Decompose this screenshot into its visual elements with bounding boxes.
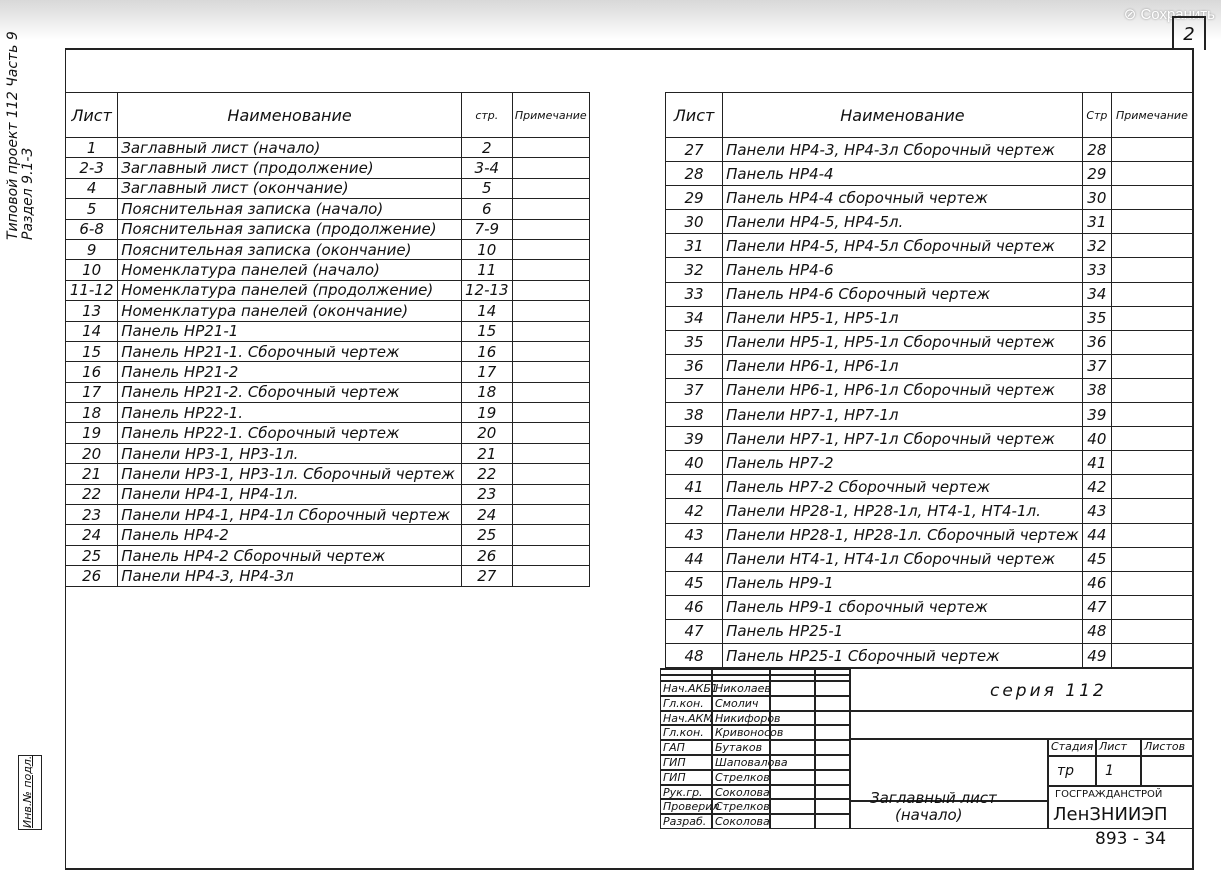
- cell-name: Панели НР7-1, НР7-1л Сборочный чертеж: [723, 427, 1083, 451]
- cell-name: Панели НР3-1, НР3-1л.: [118, 443, 462, 463]
- document-number: 893 - 34: [1095, 829, 1167, 849]
- cell-sheet: 20: [66, 443, 118, 463]
- cell-note: [512, 239, 589, 259]
- title-line-1: Заглавный лист: [870, 789, 997, 807]
- cell-note: [512, 199, 589, 219]
- table-row: [66, 505, 590, 525]
- cell-page: 23: [461, 484, 512, 504]
- cell-page: 32: [1082, 234, 1111, 258]
- cell-sheet: 23: [66, 505, 118, 525]
- cell-sheet: 22: [66, 484, 118, 504]
- cell-note: [1111, 595, 1192, 619]
- cell-page: 20: [461, 423, 512, 443]
- cell-name: Пояснительная записка (окончание): [118, 239, 462, 259]
- cell-sheet: 18: [66, 403, 118, 423]
- table-row: [666, 258, 1193, 282]
- table-row: [666, 499, 1193, 523]
- cell-page: 27: [461, 566, 512, 586]
- cell-name: Панели НР4-5, НР4-5л Сборочный чертеж: [723, 234, 1083, 258]
- table-row: [66, 464, 590, 484]
- signer-role: Нач.АКБ1: [660, 681, 712, 696]
- table-row: [666, 210, 1193, 234]
- inventory-label: Инв.№ подл.: [21, 755, 34, 828]
- signature-cell: [770, 681, 815, 696]
- cell-page: 21: [461, 443, 512, 463]
- cell-name: Панель НР9-1 сборочный чертеж: [723, 595, 1083, 619]
- table-row: [666, 162, 1193, 186]
- cell-note: [512, 301, 589, 321]
- table-row: [66, 260, 590, 280]
- cell-sheet: 10: [66, 260, 118, 280]
- cell-page: 44: [1082, 523, 1111, 547]
- cell-page: 11: [461, 260, 512, 280]
- cell-note: [1111, 643, 1192, 667]
- title-block: [660, 668, 1194, 849]
- cell-page: 45: [1082, 547, 1111, 571]
- cell-name: Панели НР5-1, НР5-1л: [723, 306, 1083, 330]
- save-button[interactable]: ⊘ Сохранить: [1123, 6, 1215, 23]
- cell-sheet: 29: [666, 186, 723, 210]
- cell-name: Номенклатура панелей (начало): [118, 260, 462, 280]
- cell-sheet: 11-12: [66, 280, 118, 300]
- cell-name: Панель НР22-1.: [118, 403, 462, 423]
- cell-page: 2: [461, 138, 512, 158]
- stamp-cell: [815, 740, 850, 755]
- cell-name: Панели НР7-1, НР7-1л: [723, 403, 1083, 427]
- cell-sheet: 24: [66, 525, 118, 545]
- cell-note: [1111, 571, 1192, 595]
- table-row: [666, 186, 1193, 210]
- cell-page: 46: [1082, 571, 1111, 595]
- signer-name: Шаповалова: [712, 755, 770, 770]
- table-row: [666, 403, 1193, 427]
- signer-name: Кривоносов: [712, 725, 770, 740]
- cell-name: Панели НР3-1, НР3-1л. Сборочный чертеж: [118, 464, 462, 484]
- cell-note: [1111, 210, 1192, 234]
- cell-page: 28: [1082, 138, 1111, 162]
- signature-cell: [770, 696, 815, 711]
- cell-sheet: 48: [666, 643, 723, 667]
- cell-sheet: 42: [666, 499, 723, 523]
- signer-name: Бутаков: [712, 740, 770, 755]
- signer-role: Проверил: [660, 799, 712, 814]
- cell-name: Панель НР4-4 сборочный чертеж: [723, 186, 1083, 210]
- cell-sheet: 2-3: [66, 158, 118, 178]
- cell-note: [512, 443, 589, 463]
- table-row: [666, 547, 1193, 571]
- signer-role: Разраб.: [660, 814, 712, 829]
- cell-name: Панели НР6-1, НР6-1л: [723, 354, 1083, 378]
- cell-page: 35: [1082, 306, 1111, 330]
- stamp-cell: [815, 711, 850, 726]
- cell-note: [1111, 258, 1192, 282]
- col-name: Наименование: [723, 93, 1083, 138]
- cell-name: Пояснительная записка (начало): [118, 199, 462, 219]
- cell-page: 6: [461, 199, 512, 219]
- table-row: [666, 138, 1193, 162]
- cell-name: Панели НР4-1, НР4-1л Сборочный чертеж: [118, 505, 462, 525]
- cell-note: [512, 403, 589, 423]
- cell-sheet: 37: [666, 378, 723, 402]
- signature-cell: [770, 740, 815, 755]
- cell-sheet: 15: [66, 341, 118, 361]
- cell-name: Панель НР7-2: [723, 451, 1083, 475]
- cell-name: Панель НР4-2 Сборочный чертеж: [118, 545, 462, 565]
- signature-cell: [770, 755, 815, 770]
- stamp-cell: [815, 681, 850, 696]
- cell-sheet: 19: [66, 423, 118, 443]
- cell-page: 37: [1082, 354, 1111, 378]
- cell-sheet: 34: [666, 306, 723, 330]
- cell-note: [1111, 138, 1192, 162]
- table-row: [666, 378, 1193, 402]
- table-row: [66, 443, 590, 463]
- table-row: [66, 199, 590, 219]
- cell-note: [512, 505, 589, 525]
- cell-page: 38: [1082, 378, 1111, 402]
- table-row: [666, 234, 1193, 258]
- cell-page: 41: [1082, 451, 1111, 475]
- cell-sheet: 38: [666, 403, 723, 427]
- cell-sheet: 35: [666, 330, 723, 354]
- cell-name: Панель НР25-1 Сборочный чертеж: [723, 643, 1083, 667]
- cell-sheet: 40: [666, 451, 723, 475]
- cell-name: Панели НР6-1, НР6-1л Сборочный чертеж: [723, 378, 1083, 402]
- cell-note: [512, 260, 589, 280]
- cell-note: [1111, 162, 1192, 186]
- cell-note: [1111, 186, 1192, 210]
- cell-name: Заглавный лист (начало): [118, 138, 462, 158]
- cell-note: [1111, 330, 1192, 354]
- signer-name: Николаев: [712, 681, 770, 696]
- signer-role: ГИП: [660, 755, 712, 770]
- cell-page: 47: [1082, 595, 1111, 619]
- cell-sheet: 36: [666, 354, 723, 378]
- table-row: [66, 280, 590, 300]
- cell-name: Панель НР7-2 Сборочный чертеж: [723, 475, 1083, 499]
- cell-name: Панель НР4-4: [723, 162, 1083, 186]
- cell-name: Номенклатура панелей (продолжение): [118, 280, 462, 300]
- cell-name: Панели НР28-1, НР28-1л, НТ4-1, НТ4-1л.: [723, 499, 1083, 523]
- table-row: [66, 239, 590, 259]
- table-row: [666, 354, 1193, 378]
- cell-page: 36: [1082, 330, 1111, 354]
- stage-header: Стадия: [1048, 739, 1096, 756]
- cell-note: [1111, 354, 1192, 378]
- cell-page: 40: [1082, 427, 1111, 451]
- cell-note: [512, 545, 589, 565]
- cell-sheet: 39: [666, 427, 723, 451]
- cell-note: [1111, 523, 1192, 547]
- cell-sheet: 47: [666, 619, 723, 643]
- table-row: [666, 282, 1193, 306]
- cell-note: [512, 382, 589, 402]
- signature-cell: [770, 725, 815, 740]
- cell-sheet: 25: [66, 545, 118, 565]
- cell-sheet: 5: [66, 199, 118, 219]
- org-line-1: ГОСГРАЖДАНСТРОЙ: [1055, 789, 1163, 800]
- signer-role: Гл.кон.: [660, 696, 712, 711]
- cell-page: 3-4: [461, 158, 512, 178]
- signature-cell: [770, 814, 815, 829]
- sheet-list-right: [665, 92, 1193, 668]
- signature-cell: [770, 799, 815, 814]
- cell-name: Панели НР4-3, НР4-3л Сборочный чертеж: [723, 138, 1083, 162]
- table-row: [66, 484, 590, 504]
- cell-name: Панели НР28-1, НР28-1л. Сборочный чертеж: [723, 523, 1083, 547]
- cell-name: Панель НР25-1: [723, 619, 1083, 643]
- cell-note: [512, 280, 589, 300]
- table-row: [666, 619, 1193, 643]
- table-row: [666, 523, 1193, 547]
- cell-page: 7-9: [461, 219, 512, 239]
- cell-name: Панель НР21-2: [118, 362, 462, 382]
- table-row: [666, 330, 1193, 354]
- signer-name: Соколова: [712, 785, 770, 800]
- table-row: [66, 158, 590, 178]
- cell-name: Заглавный лист (продолжение): [118, 158, 462, 178]
- cell-note: [512, 158, 589, 178]
- cell-note: [1111, 619, 1192, 643]
- signature-cell: [770, 770, 815, 785]
- cell-note: [512, 484, 589, 504]
- cell-page: 15: [461, 321, 512, 341]
- cell-name: Панель НР21-2. Сборочный чертеж: [118, 382, 462, 402]
- cell-name: Панель НР4-6: [723, 258, 1083, 282]
- signer-name: Соколова: [712, 814, 770, 829]
- cell-page: 49: [1082, 643, 1111, 667]
- cell-page: 31: [1082, 210, 1111, 234]
- stamp-cell: [815, 755, 850, 770]
- signer-role: ГИП: [660, 770, 712, 785]
- table-row: [66, 219, 590, 239]
- col-note: Примечание: [1111, 93, 1192, 138]
- cell-note: [1111, 451, 1192, 475]
- cell-sheet: 13: [66, 301, 118, 321]
- cell-note: [512, 321, 589, 341]
- cell-note: [512, 362, 589, 382]
- cell-name: Панель НР9-1: [723, 571, 1083, 595]
- signer-role: Нач.АКМ: [660, 711, 712, 726]
- cell-page: 34: [1082, 282, 1111, 306]
- col-name: Наименование: [118, 93, 462, 138]
- cell-sheet: 31: [666, 234, 723, 258]
- cell-sheet: 4: [66, 178, 118, 198]
- table-row: [66, 362, 590, 382]
- cell-sheet: 14: [66, 321, 118, 341]
- cell-page: 12-13: [461, 280, 512, 300]
- cell-sheet: 33: [666, 282, 723, 306]
- cell-sheet: 27: [666, 138, 723, 162]
- table-row: [666, 306, 1193, 330]
- cell-note: [1111, 282, 1192, 306]
- cell-page: 39: [1082, 403, 1111, 427]
- cell-name: Панель НР21-1: [118, 321, 462, 341]
- cell-sheet: 17: [66, 382, 118, 402]
- stage-value: тр: [1048, 756, 1096, 786]
- cell-page: 16: [461, 341, 512, 361]
- sheet-value: 1: [1096, 756, 1141, 786]
- signer-name: Никифоров: [712, 711, 770, 726]
- stamp-cell: [815, 725, 850, 740]
- stamp-cell: [815, 696, 850, 711]
- cell-sheet: 21: [66, 464, 118, 484]
- signer-name: Стрелков: [712, 799, 770, 814]
- col-sheet: Лист: [66, 93, 118, 138]
- cell-name: Номенклатура панелей (окончание): [118, 301, 462, 321]
- cell-sheet: 28: [666, 162, 723, 186]
- cell-note: [1111, 306, 1192, 330]
- cell-page: 33: [1082, 258, 1111, 282]
- signer-role: ГАП: [660, 740, 712, 755]
- cell-name: Панели НР4-1, НР4-1л.: [118, 484, 462, 504]
- cell-note: [1111, 378, 1192, 402]
- cell-note: [1111, 547, 1192, 571]
- cell-page: 42: [1082, 475, 1111, 499]
- cell-sheet: 9: [66, 239, 118, 259]
- sheets-header: Листов: [1141, 739, 1194, 756]
- cell-name: Панели НР4-3, НР4-3л: [118, 566, 462, 586]
- cell-page: 24: [461, 505, 512, 525]
- cell-sheet: 6-8: [66, 219, 118, 239]
- cell-note: [1111, 427, 1192, 451]
- title-line-2: (начало): [895, 806, 963, 824]
- signer-role: Рук.гр.: [660, 785, 712, 800]
- save-label: Сохранить: [1140, 6, 1215, 23]
- org-line-2: ЛенЗНИИЭП: [1053, 804, 1168, 825]
- cell-note: [512, 566, 589, 586]
- inventory-box: [18, 755, 42, 830]
- cell-name: Панель НР21-1. Сборочный чертеж: [118, 341, 462, 361]
- cell-page: 26: [461, 545, 512, 565]
- table-row: [666, 451, 1193, 475]
- cell-name: Заглавный лист (окончание): [118, 178, 462, 198]
- cell-note: [512, 525, 589, 545]
- table-row: [66, 301, 590, 321]
- col-page: стр.: [461, 93, 512, 138]
- signer-name: Смолич: [712, 696, 770, 711]
- cell-page: 25: [461, 525, 512, 545]
- cell-note: [512, 464, 589, 484]
- table-row: [666, 595, 1193, 619]
- table-row: [66, 341, 590, 361]
- table-row: [666, 643, 1193, 667]
- sheet-header: Лист: [1096, 739, 1141, 756]
- cell-note: [512, 341, 589, 361]
- cell-page: 30: [1082, 186, 1111, 210]
- cell-name: Пояснительная записка (продолжение): [118, 219, 462, 239]
- cell-sheet: 26: [66, 566, 118, 586]
- cell-page: 5: [461, 178, 512, 198]
- cell-sheet: 46: [666, 595, 723, 619]
- cell-sheet: 41: [666, 475, 723, 499]
- table-row: [66, 178, 590, 198]
- cell-sheet: 32: [666, 258, 723, 282]
- table-row: [666, 571, 1193, 595]
- cell-note: [512, 423, 589, 443]
- cell-name: Панель НР4-6 Сборочный чертеж: [723, 282, 1083, 306]
- table-row: [66, 545, 590, 565]
- cell-page: 48: [1082, 619, 1111, 643]
- cell-page: 18: [461, 382, 512, 402]
- table-row: [666, 427, 1193, 451]
- cell-page: 19: [461, 403, 512, 423]
- series-label: серия 112: [990, 681, 1107, 701]
- stamp-cell: [815, 785, 850, 800]
- cell-sheet: 30: [666, 210, 723, 234]
- cell-sheet: 45: [666, 571, 723, 595]
- cell-page: 10: [461, 239, 512, 259]
- col-page: Стр: [1082, 93, 1111, 138]
- cell-note: [512, 219, 589, 239]
- cell-page: 14: [461, 301, 512, 321]
- cell-note: [512, 178, 589, 198]
- cell-note: [1111, 234, 1192, 258]
- stamp-cell: [815, 814, 850, 829]
- viewer-toolbar: [0, 0, 1221, 40]
- cell-name: Панель НР22-1. Сборочный чертеж: [118, 423, 462, 443]
- stamp-cell: [815, 770, 850, 785]
- cell-sheet: 16: [66, 362, 118, 382]
- cell-name: Панели НР4-5, НР4-5л.: [723, 210, 1083, 234]
- table-row: [66, 525, 590, 545]
- side-title: Типовой проект 112 Часть 9 Раздел 9.1-3: [5, 31, 36, 240]
- col-note: Примечание: [512, 93, 589, 138]
- table-row: [66, 138, 590, 158]
- cell-page: 22: [461, 464, 512, 484]
- signer-name: Стрелков: [712, 770, 770, 785]
- cell-note: [1111, 475, 1192, 499]
- stamp-cell: [815, 799, 850, 814]
- cell-name: Панели НТ4-1, НТ4-1л Сборочный чертеж: [723, 547, 1083, 571]
- table-row: [66, 403, 590, 423]
- cell-note: [512, 138, 589, 158]
- cell-sheet: 43: [666, 523, 723, 547]
- page-number: 2: [1172, 16, 1206, 50]
- cell-sheet: 1: [66, 138, 118, 158]
- table-row: [66, 566, 590, 586]
- cell-sheet: 44: [666, 547, 723, 571]
- table-row: [66, 382, 590, 402]
- table-row: [66, 423, 590, 443]
- table-row: [66, 321, 590, 341]
- signer-role: Гл.кон.: [660, 725, 712, 740]
- col-sheet: Лист: [666, 93, 723, 138]
- sheet-list-left: [65, 92, 590, 587]
- cell-name: Панели НР5-1, НР5-1л Сборочный чертеж: [723, 330, 1083, 354]
- signature-cell: [770, 785, 815, 800]
- table-row: [666, 475, 1193, 499]
- cell-note: [1111, 403, 1192, 427]
- cell-page: 17: [461, 362, 512, 382]
- cell-page: 43: [1082, 499, 1111, 523]
- cell-name: Панель НР4-2: [118, 525, 462, 545]
- cell-page: 29: [1082, 162, 1111, 186]
- cell-note: [1111, 499, 1192, 523]
- signature-cell: [770, 711, 815, 726]
